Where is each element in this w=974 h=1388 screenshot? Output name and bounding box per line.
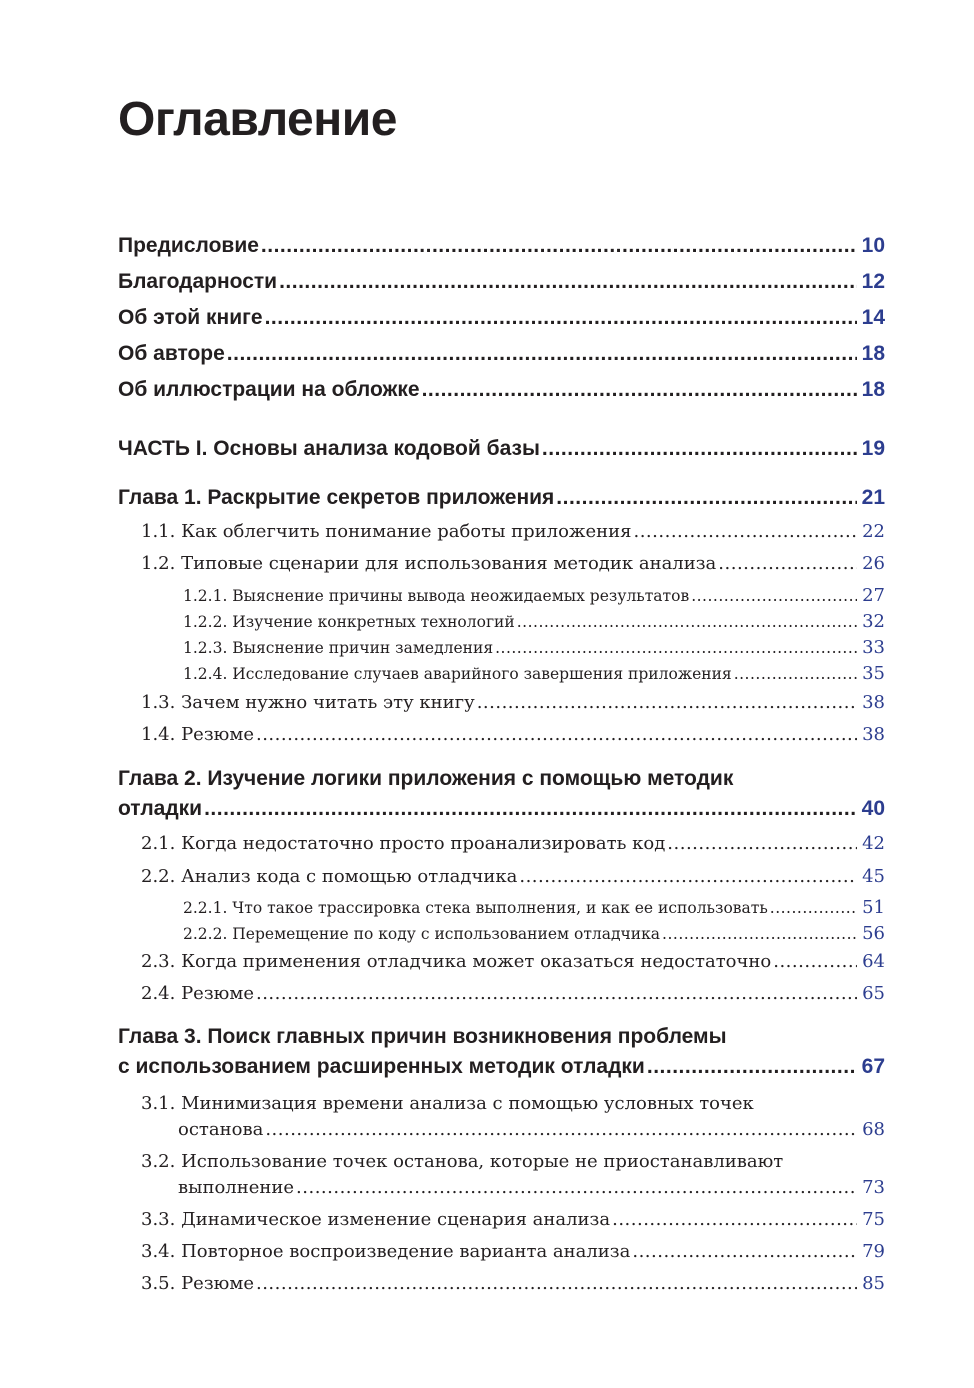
toc-entry-label: 1.2.3. Выяснение причин замедления: [183, 639, 494, 657]
toc-entry-label: останова: [178, 1119, 264, 1140]
toc-entry-label: 2.2. Анализ кода с помощью отладчика: [141, 866, 518, 887]
toc-entry-part-1[interactable]: [118, 437, 974, 461]
toc-entry-label: ЧАСТЬ I. Основы анализа кодовой базы: [118, 437, 540, 460]
toc-entry-label: Глава 2. Изучение логики приложения с помощью методик: [118, 767, 734, 790]
toc-entry-chapter-2-continuation[interactable]: [118, 797, 974, 821]
toc-entry-subsection[interactable]: [183, 897, 974, 918]
toc-entry-label: Благодарности: [118, 270, 278, 293]
toc-entry-preface[interactable]: [118, 234, 974, 258]
toc-entry-about-cover[interactable]: [118, 378, 974, 402]
toc-entry-label: 1.2. Типовые сценарии для использования методик анализа: [141, 553, 717, 574]
toc-entry-section[interactable]: [141, 983, 974, 1004]
dot-leader: [556, 486, 856, 510]
toc-entry-label: 3.4. Повторное воспроизведение варианта анализа: [141, 1241, 631, 1262]
toc-page-number: 35: [862, 663, 885, 684]
dot-leader: [477, 692, 857, 713]
toc-page-number: 33: [862, 637, 885, 658]
toc-page-number: 85: [862, 1273, 885, 1294]
toc-entry-label: 1.1. Как облегчить понимание работы приложения: [141, 521, 632, 542]
toc-entry-label: 2.4. Резюме: [141, 983, 254, 1004]
dot-leader: [495, 639, 857, 657]
toc-page-number: 73: [862, 1177, 885, 1198]
toc-entry-section-continuation[interactable]: [178, 1119, 974, 1140]
dot-leader: [517, 613, 857, 631]
toc-entry-label: Об авторе: [118, 342, 225, 365]
dot-leader: [542, 437, 857, 461]
toc-entry-section[interactable]: [141, 1093, 974, 1114]
toc-entry-label: Предисловие: [118, 234, 259, 257]
toc-entry-label: 1.2.4. Исследование случаев аварийного завершения приложения: [183, 665, 732, 683]
dot-leader: [265, 306, 857, 330]
dot-leader: [632, 1241, 857, 1262]
toc-page-number: 51: [862, 897, 885, 918]
toc-page-number: 56: [862, 923, 885, 944]
dot-leader: [296, 1177, 857, 1198]
toc-page-number: 45: [862, 866, 885, 887]
toc-entry-label: 1.2.2. Изучение конкретных технологий: [183, 613, 515, 631]
toc-entry-about-book[interactable]: [118, 306, 974, 330]
toc-entry-label: 2.2.2. Перемещение по коду с использованием отладчика: [183, 925, 661, 943]
toc-entry-section[interactable]: [141, 724, 974, 745]
toc-entry-subsection[interactable]: [183, 637, 974, 658]
toc-entry-section[interactable]: [141, 553, 974, 574]
toc-page-number: 19: [861, 437, 885, 460]
toc-page-number: 26: [862, 553, 885, 574]
toc-page-number: 27: [862, 585, 885, 606]
toc-page-number: 22: [862, 521, 885, 542]
toc-entry-chapter-1[interactable]: [118, 486, 974, 510]
dot-leader: [718, 553, 857, 574]
toc-page-number: 40: [861, 797, 885, 820]
dot-leader: [647, 1055, 857, 1079]
toc-page-number: 64: [862, 951, 885, 972]
toc-page-number: 75: [862, 1209, 885, 1230]
toc-page-number: 18: [861, 378, 885, 401]
toc-entry-label: выполнение: [178, 1177, 295, 1198]
dot-leader: [770, 899, 857, 917]
page-title: Оглавление: [118, 93, 397, 146]
dot-leader: [734, 665, 857, 683]
toc-page-number: 67: [861, 1055, 885, 1078]
toc-entry-acknowledgments[interactable]: [118, 270, 974, 294]
toc-entry-label: 2.3. Когда применения отладчика может оказаться недостаточно: [141, 951, 772, 972]
toc-page-number: 14: [861, 306, 885, 329]
toc-page-number: 68: [862, 1119, 885, 1140]
dot-leader: [633, 521, 857, 542]
toc-page-number: 18: [861, 342, 885, 365]
dot-leader: [662, 925, 857, 943]
dot-leader: [256, 1273, 857, 1294]
dot-leader: [256, 724, 857, 745]
toc-page-number: 79: [862, 1241, 885, 1262]
toc-entry-label: с использованием расширенных методик отладки: [118, 1055, 645, 1078]
dot-leader: [667, 833, 857, 854]
dot-leader: [279, 270, 857, 294]
toc-entry-label: отладки: [118, 797, 203, 820]
dot-leader: [261, 234, 857, 258]
toc-entry-section[interactable]: [141, 1241, 974, 1262]
toc-entry-subsection[interactable]: [183, 923, 974, 944]
toc-entry-chapter-3-continuation[interactable]: [118, 1055, 974, 1079]
toc-entry-section[interactable]: [141, 951, 974, 972]
toc-entry-label: Об этой книге: [118, 306, 263, 329]
toc-entry-subsection[interactable]: [183, 611, 974, 632]
toc-page-number: 38: [862, 724, 885, 745]
toc-entry-label: 3.5. Резюме: [141, 1273, 254, 1294]
dot-leader: [227, 342, 857, 366]
toc-entry-section-continuation[interactable]: [178, 1177, 974, 1198]
toc-entry-chapter-2[interactable]: [118, 767, 974, 791]
toc-page-number: 12: [861, 270, 885, 293]
dot-leader: [691, 587, 857, 605]
toc-entry-label: Глава 3. Поиск главных причин возникновения проблемы: [118, 1025, 727, 1048]
dot-leader: [773, 951, 857, 972]
dot-leader: [204, 797, 857, 821]
toc-entry-section[interactable]: [141, 1151, 974, 1172]
toc-entry-label: 3.1. Минимизация времени анализа с помощью условных точек: [141, 1093, 754, 1114]
toc-page-number: 10: [861, 234, 885, 257]
toc-page-number: 32: [862, 611, 885, 632]
toc-page-number: 65: [862, 983, 885, 1004]
toc-entry-section[interactable]: [141, 833, 974, 854]
toc-entry-section[interactable]: [141, 1273, 974, 1294]
toc-entry-label: 2.2.1. Что такое трассировка стека выполнения, и как ее использовать: [183, 899, 768, 917]
toc-entry-subsection[interactable]: [183, 663, 974, 684]
toc-page-number: 21: [861, 486, 885, 509]
toc-entry-section[interactable]: [141, 692, 974, 713]
dot-leader: [265, 1119, 857, 1140]
toc-entry-label: 2.1. Когда недостаточно просто проанализировать код: [141, 833, 666, 854]
toc-entry-label: 1.3. Зачем нужно читать эту книгу: [141, 692, 475, 713]
toc-page-number: 38: [862, 692, 885, 713]
toc-entry-section[interactable]: [141, 1209, 974, 1230]
toc-entry-label: 3.3. Динамическое изменение сценария анализа: [141, 1209, 611, 1230]
toc-entry-label: 3.2. Использование точек останова, которые не приостанавливают: [141, 1151, 784, 1172]
toc-entry-section[interactable]: [141, 866, 974, 887]
toc-entry-subsection[interactable]: [183, 585, 974, 606]
toc-entry-label: Глава 1. Раскрытие секретов приложения: [118, 486, 555, 509]
toc-entry-label: Об иллюстрации на обложке: [118, 378, 420, 401]
dot-leader: [256, 983, 857, 1004]
dot-leader: [612, 1209, 857, 1230]
toc-entry-section[interactable]: [141, 521, 974, 542]
dot-leader: [519, 866, 857, 887]
toc-entry-chapter-3[interactable]: [118, 1025, 974, 1049]
toc-page-number: 42: [862, 833, 885, 854]
toc-entry-label: 1.2.1. Выяснение причины вывода неожидаемых результатов: [183, 587, 690, 605]
dot-leader: [422, 378, 857, 402]
toc-entry-label: 1.4. Резюме: [141, 724, 254, 745]
toc-entry-about-author[interactable]: [118, 342, 974, 366]
